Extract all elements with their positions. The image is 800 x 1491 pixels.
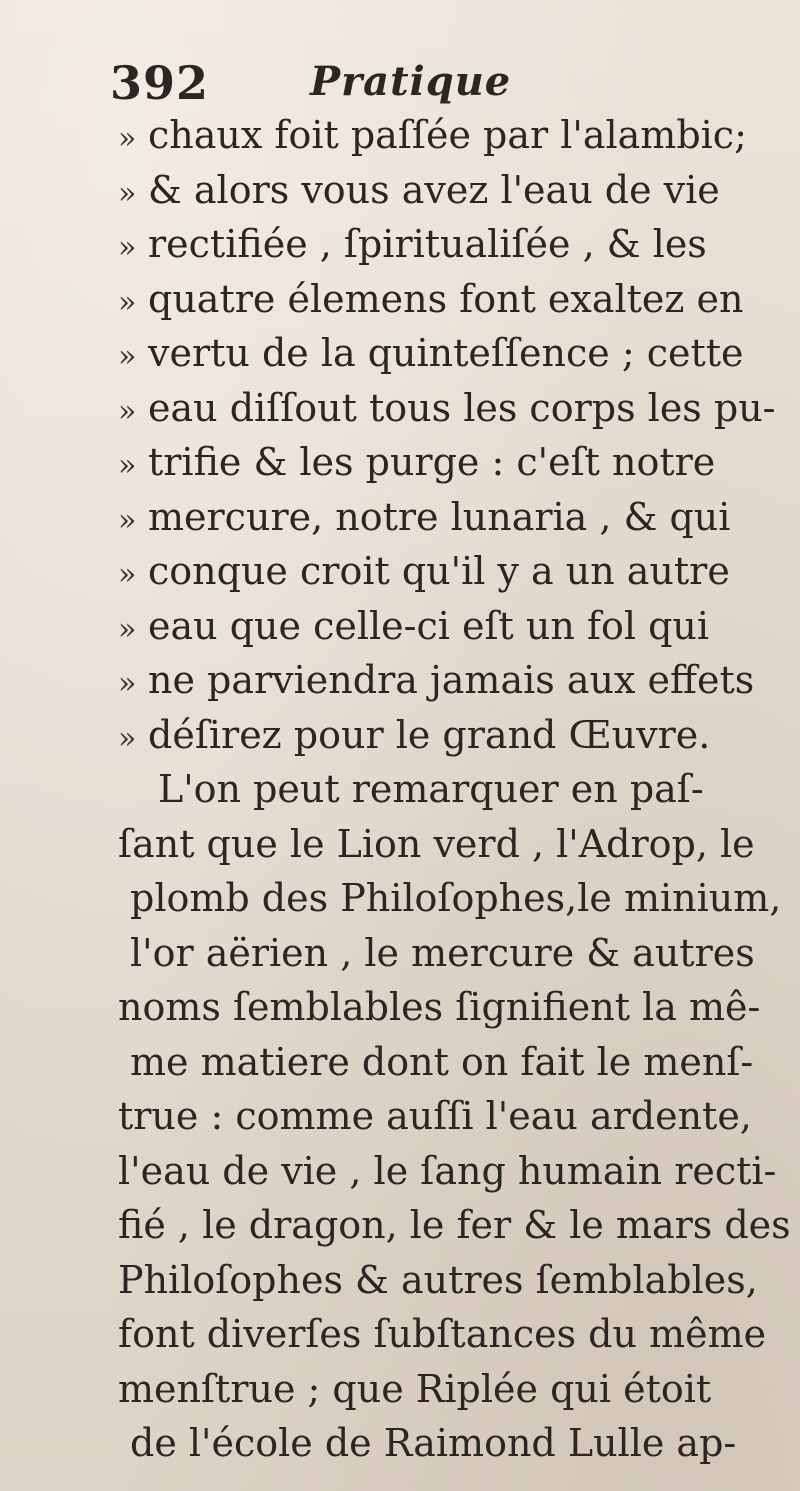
page-header xyxy=(110,56,710,116)
page-number: 392 xyxy=(110,56,210,110)
line-text: quatre élemens font exaltez en xyxy=(148,276,744,321)
guillemet-mark: » xyxy=(118,557,137,592)
line-text: eau diſſout tous les corps les pu- xyxy=(148,385,776,430)
text-line xyxy=(118,1253,768,1308)
text-line xyxy=(118,163,768,218)
guillemet-mark: » xyxy=(118,393,137,429)
text-line xyxy=(118,490,768,545)
line-text: chaux foit paſſée par l'alambic; xyxy=(148,113,747,157)
line-text: eau que celle-ci eſt un fol qui xyxy=(148,603,710,648)
guillemet-mark: » xyxy=(118,339,137,374)
text-line xyxy=(118,544,768,599)
line-text: Philoſophes & autres ſemblables, xyxy=(118,1257,758,1302)
line-text: de l'école de Raimond Lulle ap- xyxy=(130,1421,737,1465)
text-line xyxy=(118,599,768,654)
line-text: mercure, notre lunaria , & qui xyxy=(148,494,731,539)
line-text: L'on peut remarquer en paſ- xyxy=(158,767,704,811)
line-text: noms ſemblables ſignifient la mê- xyxy=(118,985,761,1029)
text-line xyxy=(118,871,782,926)
line-text: ne parviendra jamais aux effets xyxy=(148,658,755,702)
text-line xyxy=(118,1144,777,1199)
line-text: déſirez pour le grand Œuvre. xyxy=(148,712,711,757)
guillemet-mark: » xyxy=(118,666,137,701)
text-line xyxy=(118,817,768,872)
text-line xyxy=(118,1035,768,1090)
text-line xyxy=(118,381,776,436)
guillemet-mark: » xyxy=(118,448,137,483)
text-line xyxy=(118,1198,791,1253)
guillemet-mark: » xyxy=(118,611,137,647)
line-text: vertu de la quinteſſence ; cette xyxy=(148,331,744,375)
text-line xyxy=(118,272,768,327)
guillemet-mark: » xyxy=(118,284,137,320)
guillemet-mark: » xyxy=(118,502,137,538)
guillemet-mark: » xyxy=(118,230,137,265)
body-text xyxy=(118,108,791,1471)
text-line xyxy=(118,217,768,272)
line-text: l'eau de vie , le ſang humain recti- xyxy=(118,1148,777,1193)
guillemet-mark: » xyxy=(118,175,137,211)
line-text: trifie & les purge : c'eſt notre xyxy=(148,440,716,484)
line-text: true : comme auſſi l'eau ardente, xyxy=(118,1094,752,1138)
text-line xyxy=(118,926,768,981)
text-line xyxy=(118,980,768,1035)
text-line xyxy=(118,1362,768,1417)
text-line xyxy=(118,653,768,708)
guillemet-mark: » xyxy=(118,720,137,756)
text-line xyxy=(118,1089,768,1144)
line-text: conque croit qu'il y a un autre xyxy=(148,549,730,593)
line-text: rectifiée , ſpiritualiſée , & les xyxy=(148,222,707,266)
line-text: l'or aërien , le mercure & autres xyxy=(130,930,755,975)
line-text: ſant que le Lion verd , l'Adrop, le xyxy=(118,821,755,866)
text-line xyxy=(118,326,768,381)
text-line xyxy=(118,1307,768,1362)
text-line xyxy=(118,708,768,763)
line-text: font diverſes ſubſtances du même xyxy=(118,1312,767,1356)
line-text: plomb des Philoſophes,le minium, xyxy=(130,876,782,920)
text-line xyxy=(118,108,768,163)
guillemet-mark: » xyxy=(118,121,137,156)
line-text: & alors vous avez l'eau de vie xyxy=(148,167,720,212)
text-line xyxy=(118,1416,768,1471)
line-text: fié , le dragon, le fer & le mars des xyxy=(118,1203,791,1247)
line-text: menſtrue ; que Riplée qui étoit xyxy=(118,1366,712,1411)
line-text: me matiere dont on fait le menſ- xyxy=(130,1039,754,1084)
text-line xyxy=(118,435,768,490)
paragraph-start-line xyxy=(118,762,768,817)
running-head: Pratique xyxy=(310,58,512,105)
